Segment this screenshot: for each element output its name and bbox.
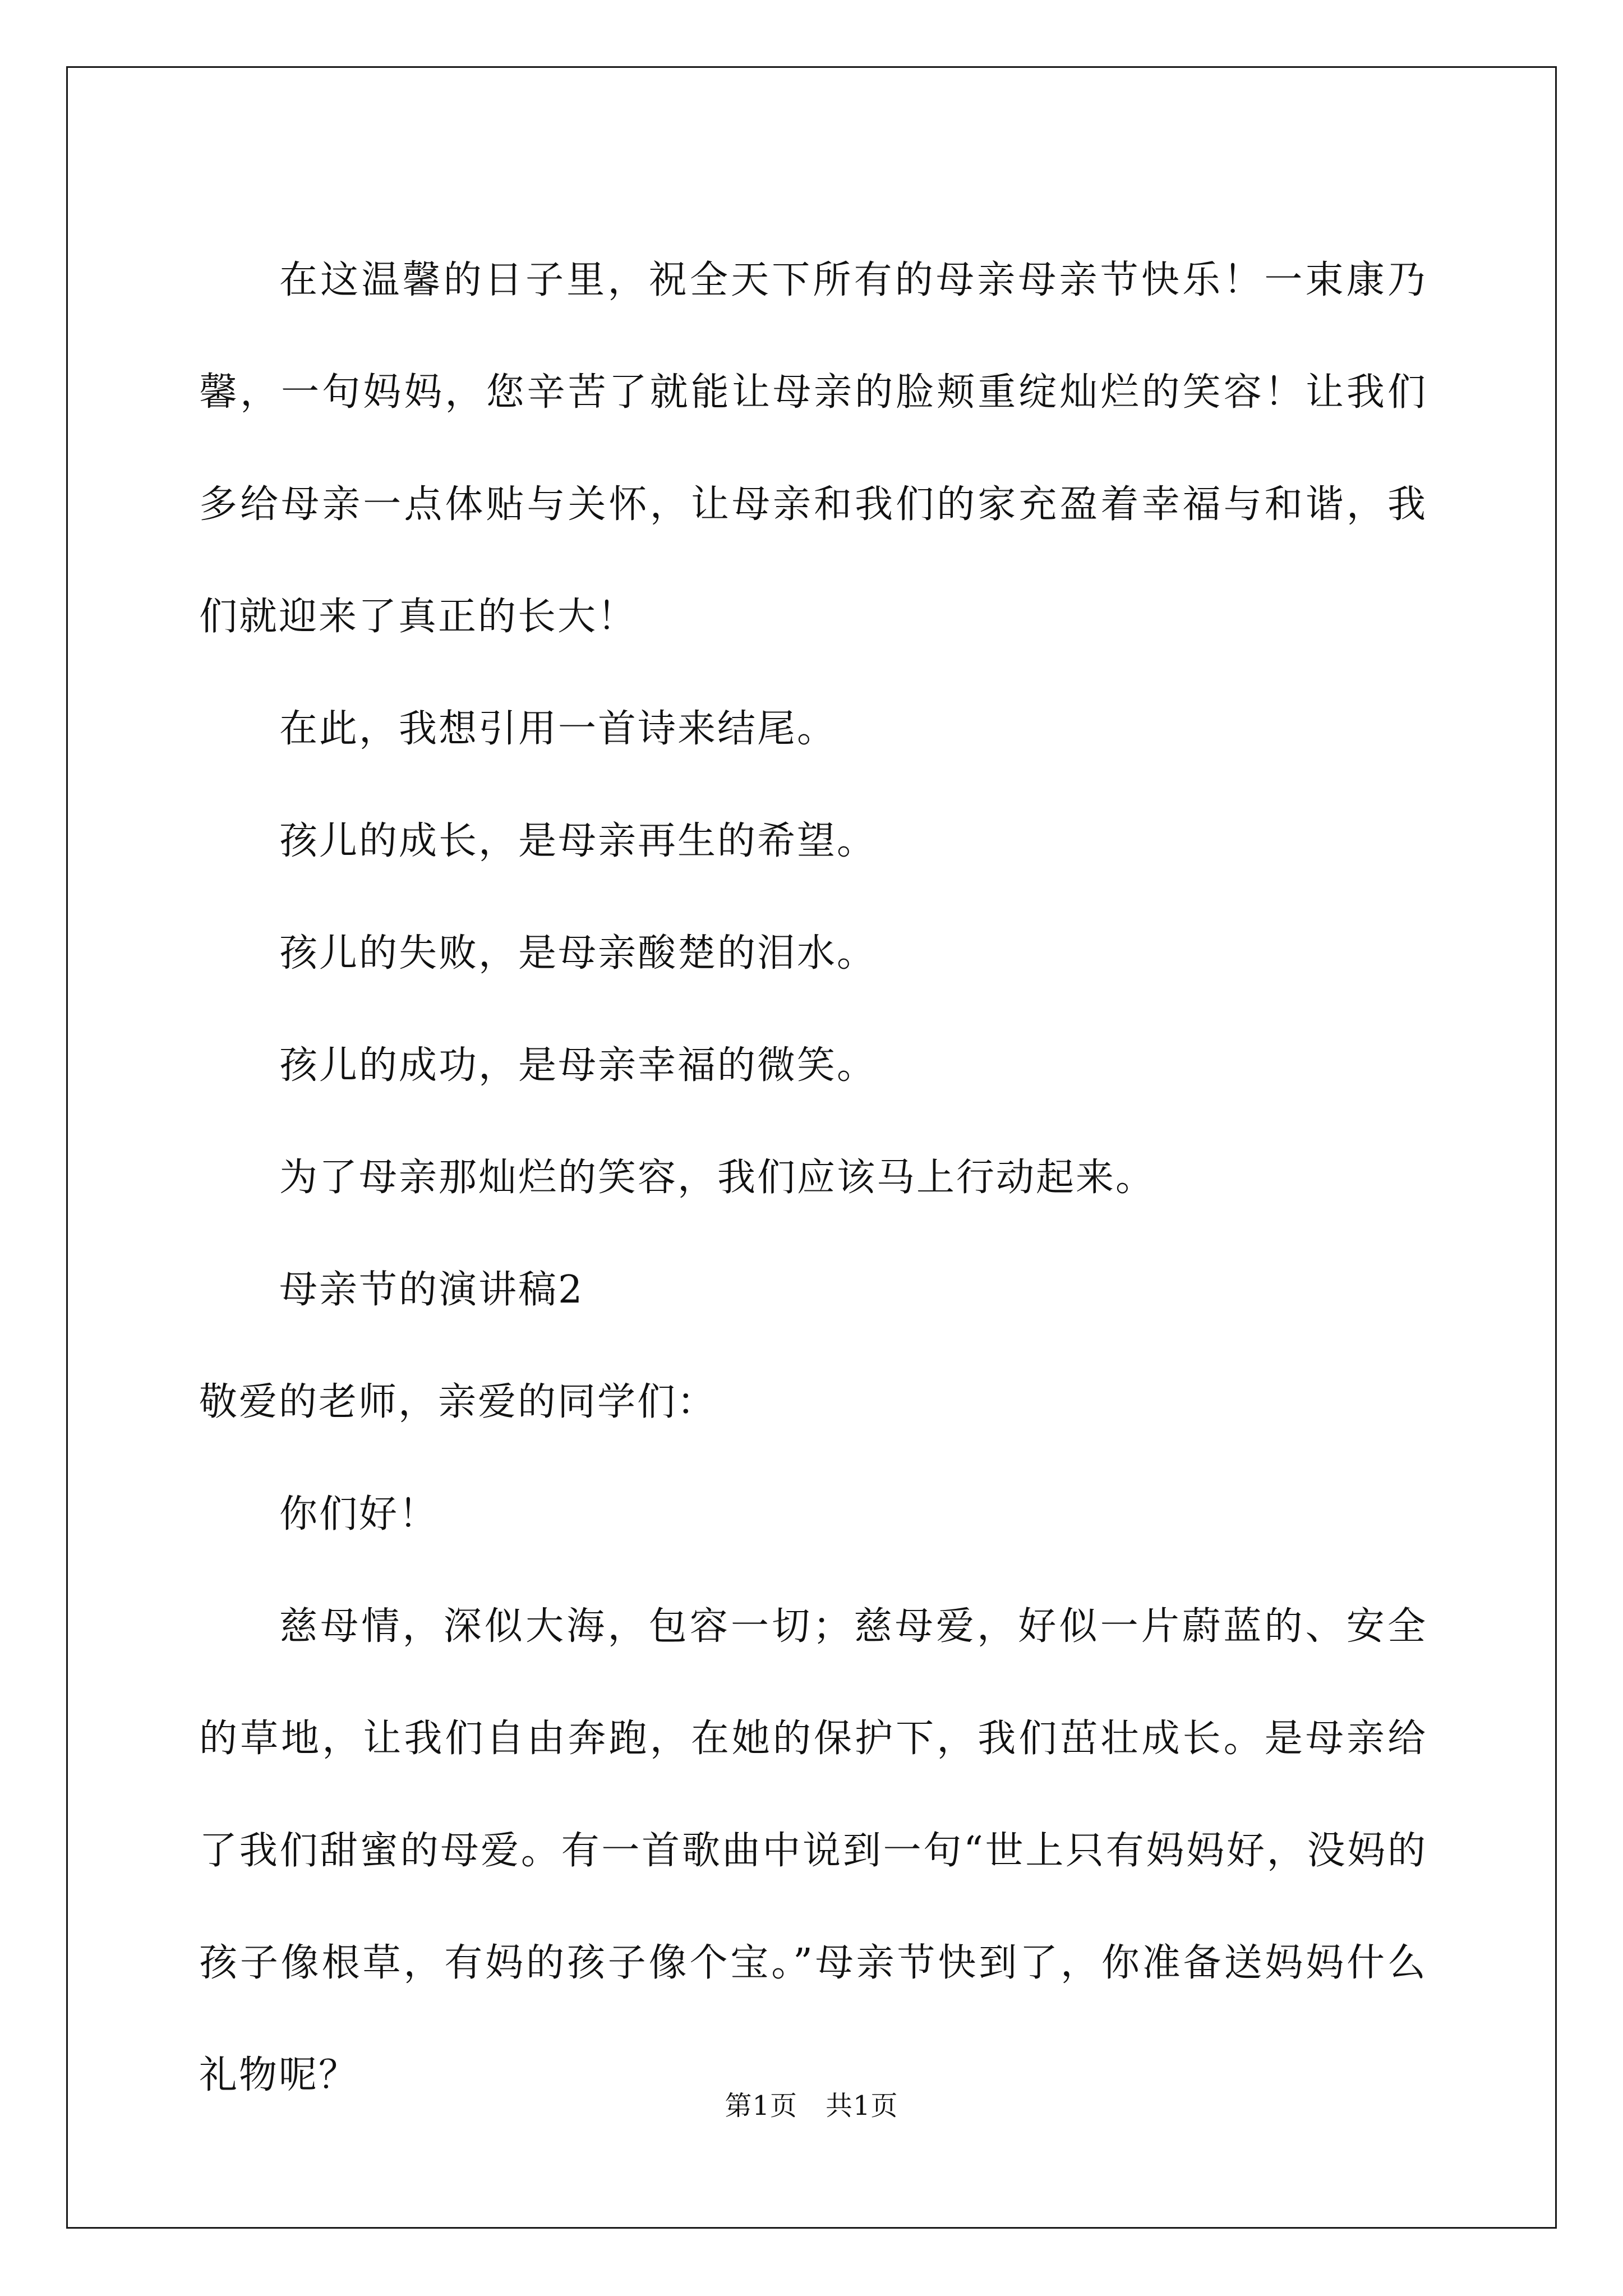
greeting: 你们好！	[279, 1492, 439, 1536]
page-total: 共1页	[826, 2090, 898, 2122]
salutation: 敬爱的老师，亲爱的同学们：	[199, 1380, 717, 1424]
paragraph-3: 孩儿的成长，是母亲再生的希望。	[279, 819, 877, 863]
document-body	[199, 224, 1427, 2132]
paragraph-10: 慈母情，深似大海，包容一切；慈母爱，好似一片蔚蓝的、安全的草地，让我们自由奔跑，在她的保护下，我们茁壮成长。是母亲给了我们甜蜜的母爱。有一首歌曲中说到一句“世上只有妈妈好，没妈的孩子像根草，有妈的孩子像个宝。”母亲节快到了，你准备送妈妈什么礼物呢？	[199, 1604, 1427, 2097]
page-number: 第1页	[725, 2090, 797, 2122]
section-heading: 母亲节的演讲稿2	[279, 1268, 584, 1312]
paragraph-5: 孩儿的成功，是母亲幸福的微笑。	[279, 1043, 877, 1088]
paragraph-1: 在这温馨的日子里，祝全天下所有的母亲母亲节快乐！一束康乃馨，一句妈妈，您辛苦了就能让母亲的脸颊重绽灿烂的笑容！让我们多给母亲一点体贴与关怀，让母亲和我们的家充盈着幸福与和谐，我们就迎来了真正的长大！	[199, 258, 1427, 639]
page-footer	[0, 2084, 1623, 2123]
paragraph-4: 孩儿的失败，是母亲酸楚的泪水。	[279, 931, 877, 976]
paragraph-6: 为了母亲那灿烂的笑容，我们应该马上行动起来。	[279, 1156, 1156, 1200]
paragraph-2: 在此，我想引用一首诗来结尾。	[279, 707, 837, 751]
